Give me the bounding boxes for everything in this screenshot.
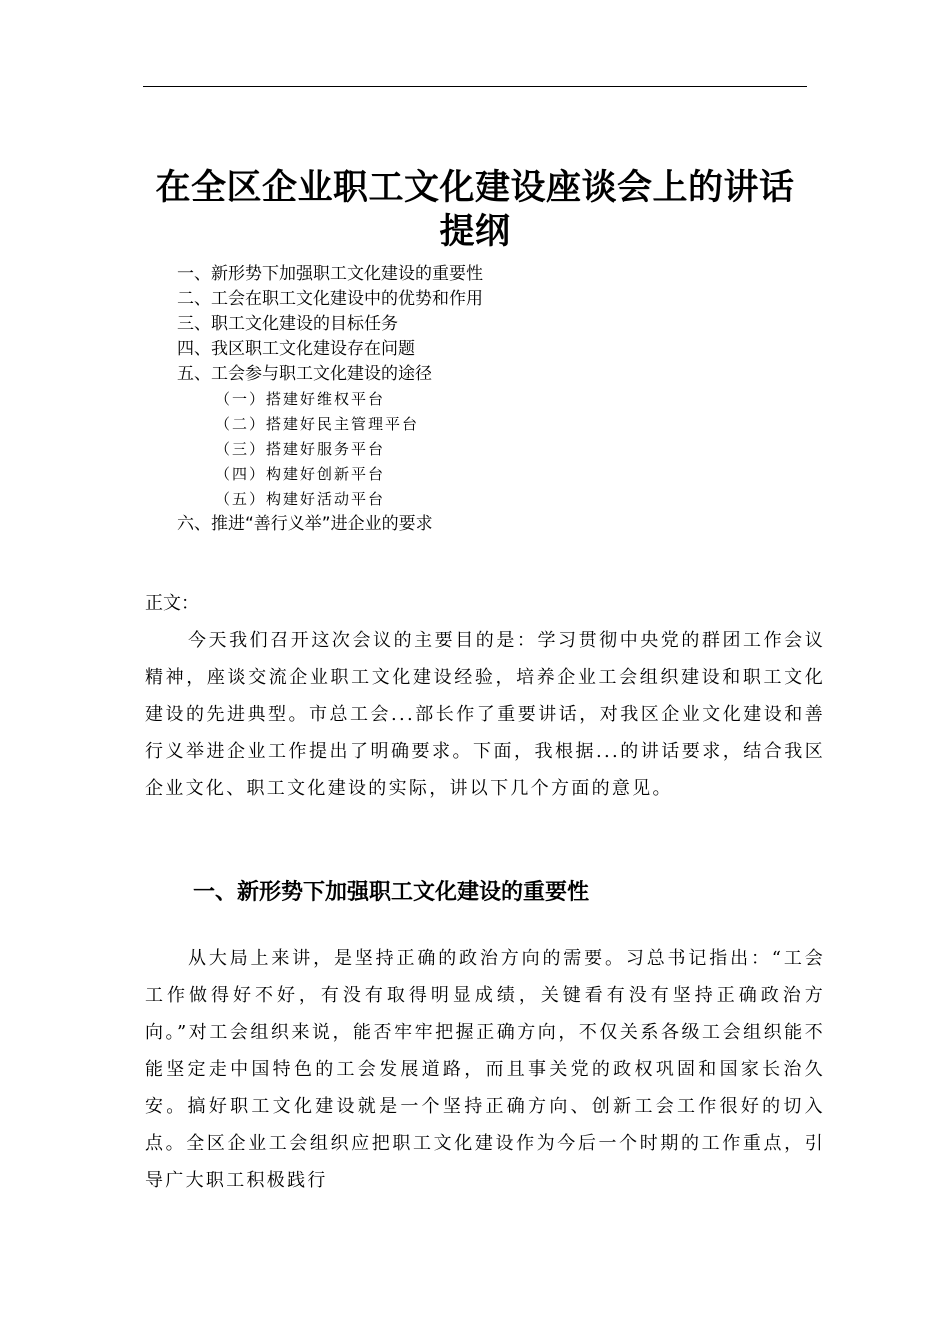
section-heading: 一、新形势下加强职工文化建设的重要性 [193,880,590,905]
outline-subitem: （二）搭建好民主管理平台 [215,415,420,433]
header-rule [143,86,807,87]
outline-subitem: （一）搭建好维权平台 [215,390,386,408]
title-line-1: 在全区企业职工文化建设座谈会上的讲话 [155,168,795,208]
outline-item: 一、新形势下加强职工文化建设的重要性 [177,264,483,284]
outline-item: 六、推进“善行义举”进企业的要求 [177,514,433,534]
outline-subitem: （三）搭建好服务平台 [215,440,386,458]
outline-list [177,262,817,537]
body-label: 正文： [145,593,199,614]
outline-item: 四、我区职工文化建设存在问题 [177,339,415,359]
document-title [100,166,850,254]
outline-item: 二、工会在职工文化建设中的优势和作用 [177,289,483,309]
paragraph-body: 从大局上来讲，是坚持正确的政治方向的需要。习总书记指出：“工会工作做得好不好，有没有取得明显成绩，关键看有没有坚持正确政治方向。”对工会组织来说，能否牢牢把握正确方向，不仅关系各级工会组织能不能坚定走中国特色的工会发展道路，而且事关党的政权巩固和国家长治久安。搞好职工文化建设就是一个坚持正确方向、创新工会工作很好的切入点。全区企业工会组织应把职工文化建设作为今后一个时期的工作重点，引导广大职工积极践行 [145,948,825,1191]
paragraph-intro: 今天我们召开这次会议的主要目的是：学习贯彻中央党的群团工作会议精神，座谈交流企业职工文化建设经验，培养企业工会组织建设和职工文化建设的先进典型。市总工会...部长作了重要讲话，对我区企业文化建设和善行义举进企业工作提出了明确要求。下面，我根据...的讲话要求，结合我区企业文化、职工文化建设的实际，讲以下几个方面的意见。 [145,630,825,799]
outline-subitem: （四）构建好创新平台 [215,465,386,483]
outline-item: 五、工会参与职工文化建设的途径 [177,364,432,384]
outline-subitem: （五）构建好活动平台 [215,490,386,508]
outline-item: 三、职工文化建设的目标任务 [177,314,398,334]
title-line-2: 提纲 [439,212,511,252]
